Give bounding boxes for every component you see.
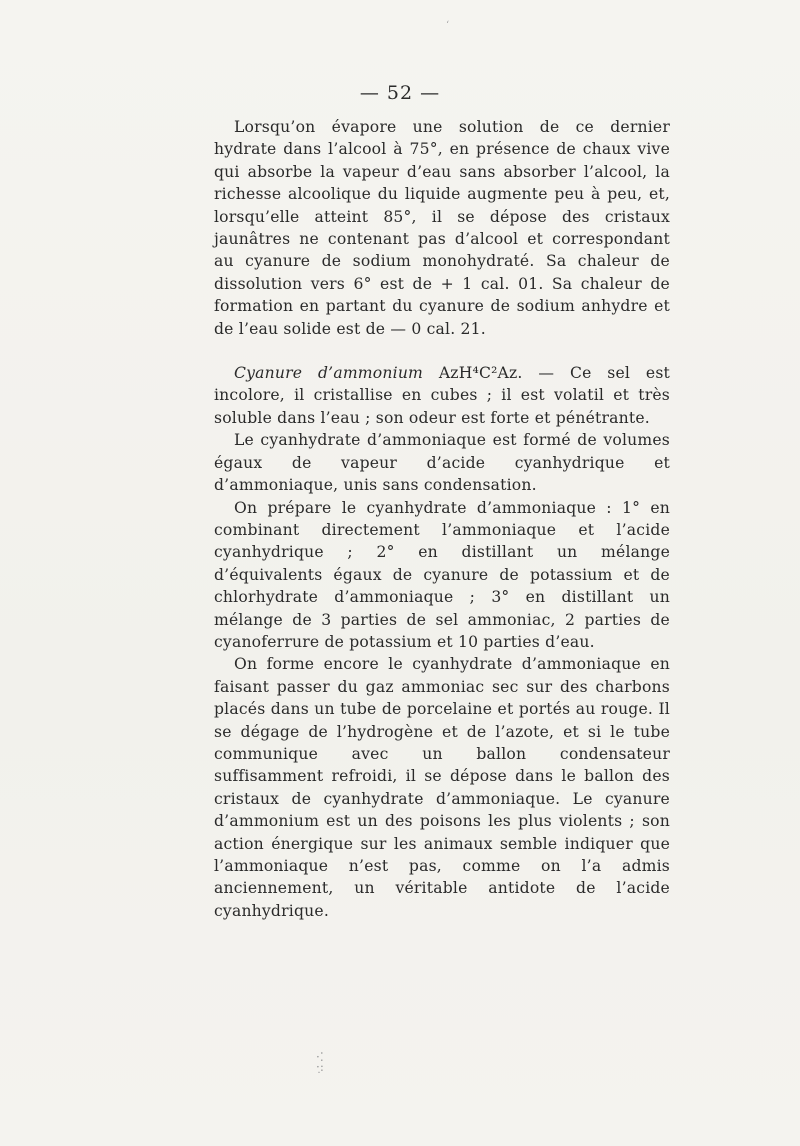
body-text [214, 116, 670, 922]
paragraph-5: On forme encore le cyanhydrate d’ammoniaque en faisant passer du gaz ammoniac sec sur des charbons placés dans un tube de porcelaine et portés au rouge. Il se dégage de l’hydrogène et de l’azote, et si le tube communique avec un ballon condensateur suffisamment refroidi, il se dépose dans le ballon des cristaux de cyanhydrate d’ammoniaque. Le cyanure d’ammonium est un des poisons les plus violents ; son action énergique sur les animaux semble indiquer que l’ammoniaque n’est pas, comme on l’a admis anciennement, un véritable antidote de l’acide cyanhydrique. [214, 655, 670, 920]
ink-smudge: ·⁚ ·: ˙ [316, 1050, 324, 1084]
paragraph-4: On prépare le cyanhydrate d’ammoniaque : 1° en combinant directement l’ammoniaque et l’acide cyanhydrique ; 2° en distillant un mélange d’équivalents égaux de cyanure de potassium et de chlorhydrate d’ammoniaque ; 3° en distillant un mélange de 3 parties de sel ammoniac, 2 parties de cyanoferrure de potassium et 10 parties d’eau. [214, 498, 670, 651]
section-heading: Cyanure d’ammonium [234, 364, 424, 383]
paragraph-2-text: — Ce sel est incolore, il cristallise en cubes ; il est volatil et très soluble dans l’eau ; son odeur est forte et pénétrante. [214, 364, 670, 427]
paragraph-cyanure-ammonium [214, 362, 670, 429]
chemical-formula: AzH⁴C²Az. [438, 364, 523, 383]
page-speck: ʻ [446, 20, 450, 31]
paragraph-1: Lorsqu’on évapore une solution de ce dernier hydrate dans l’alcool à 75°, en présence de chaux vive qui absorbe la vapeur d’eau sans absorber l’alcool, la richesse alcoolique du liquide augmente peu à peu, et, lorsqu’elle atteint 85°, il se dépose des cristaux jaunâtres ne contenant pas d’alcool et correspondant au cyanure de sodium monohydraté. Sa chaleur de dissolution vers 6° est de + 1 cal. 01. Sa chaleur de formation en partant du cyanure de sodium anhydre et de l’eau solide est de — 0 cal. 21. [214, 118, 670, 338]
paragraph-3: Le cyanhydrate d’ammoniaque est formé de volumes égaux de vapeur d’acide cyanhydrique et d’ammoniaque, unis sans condensation. [214, 431, 670, 495]
page-number: — 52 — [359, 82, 441, 104]
